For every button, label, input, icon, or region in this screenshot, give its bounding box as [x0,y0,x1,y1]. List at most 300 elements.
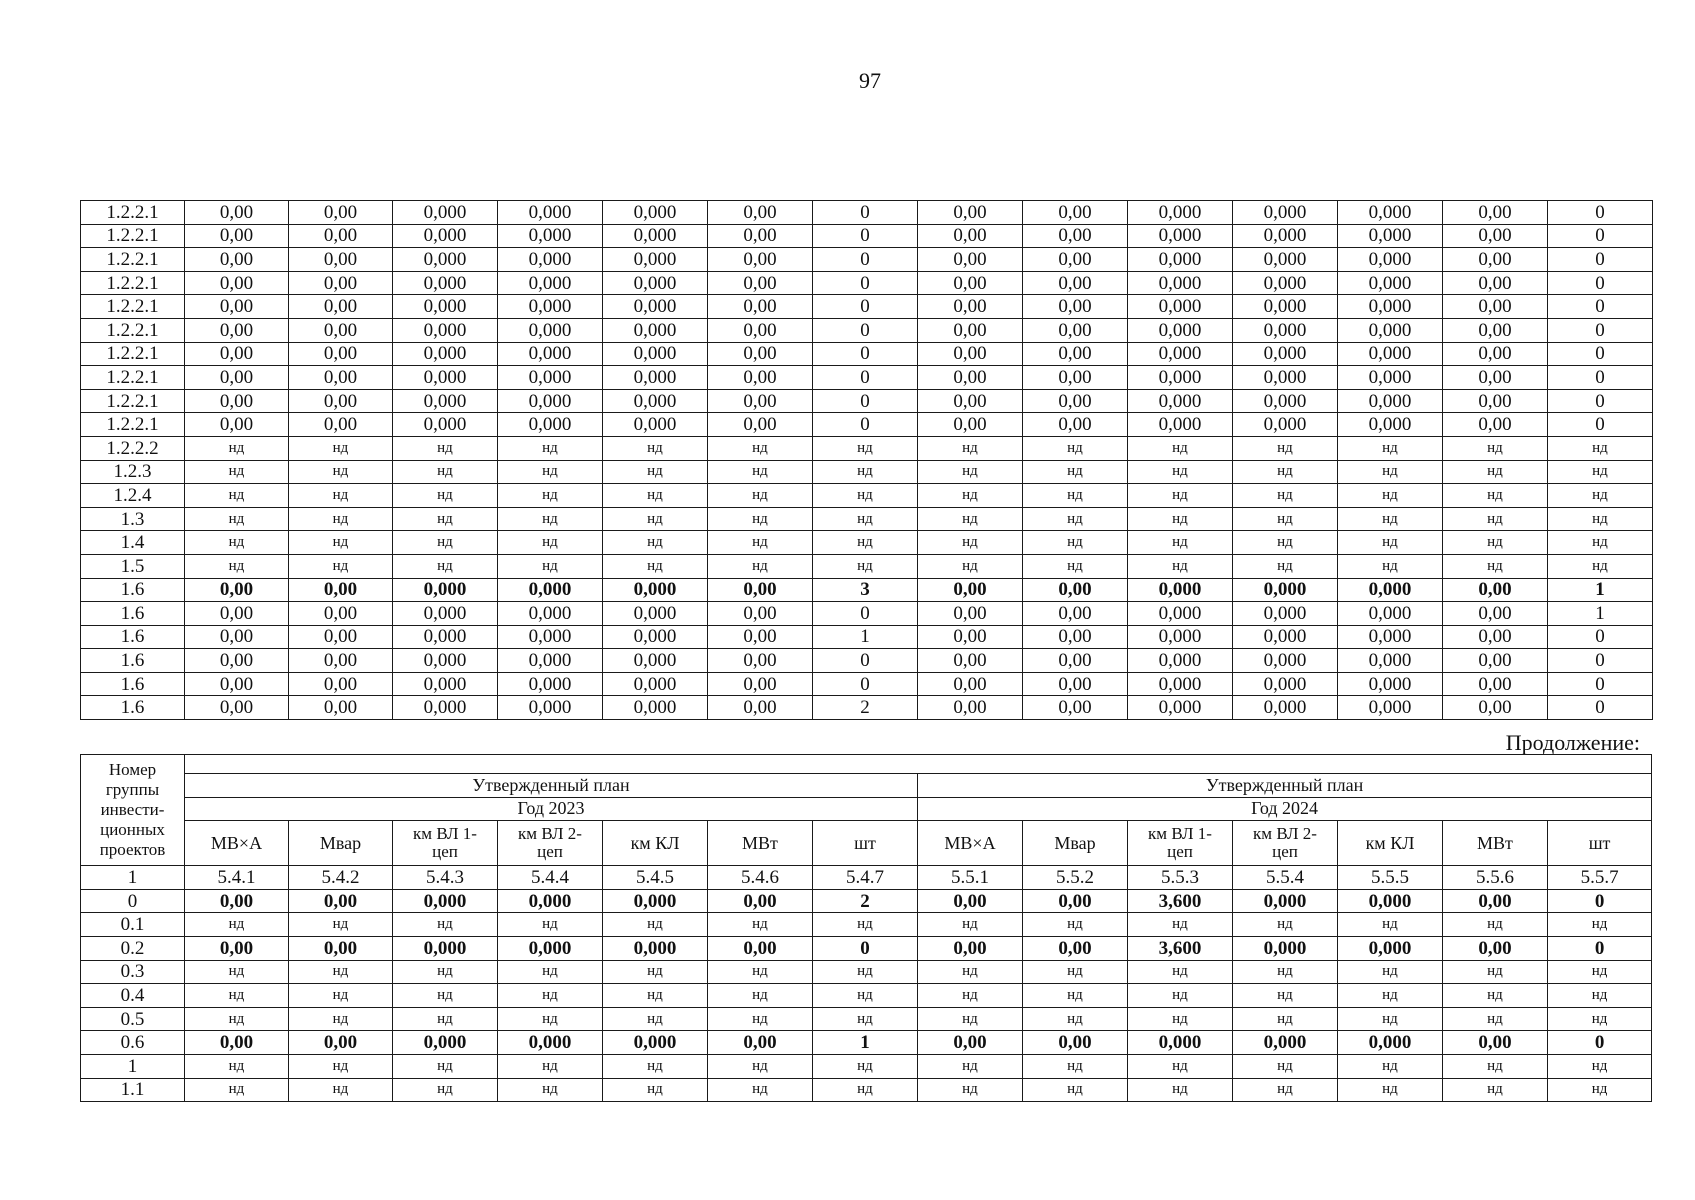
row-group-id: 1.2.2.1 [81,366,185,390]
table-cell: 0 [1548,936,1652,960]
table-cell: нд [603,460,708,484]
table-cell: 0,000 [1233,602,1338,626]
table-cell: 0 [1548,672,1653,696]
table-cell: нд [1128,984,1233,1008]
table-cell: нд [708,484,813,508]
table-cell: нд [289,460,393,484]
table-cell: 0,000 [603,224,708,248]
table-cell: 0,000 [1128,578,1233,602]
table-cell: нд [1023,507,1128,531]
table-cell: 0,00 [289,366,393,390]
table-cell: 0,000 [393,366,498,390]
table-cell: 0,00 [289,389,393,413]
table-cell: 0,00 [289,936,393,960]
table-cell: 0,00 [1023,578,1128,602]
table-cell: 0,00 [1023,201,1128,225]
table-cell: 3,600 [1128,889,1233,913]
table-cell: 0 [1548,625,1653,649]
row-group-id: 1.2.2.1 [81,413,185,437]
table-cell: 0,000 [603,602,708,626]
table-cell: 0,000 [498,389,603,413]
table-cell: нд [1023,913,1128,937]
table-cell: нд [918,507,1023,531]
table-cell: нд [1443,436,1548,460]
table-cell: нд [1443,1007,1548,1031]
table-cell: 0,000 [603,413,708,437]
table-cell: 1 [1548,602,1653,626]
column-code: 5.4.3 [393,866,498,890]
year-header-2024: Год 2024 [918,797,1652,821]
table-cell: 0,00 [918,696,1023,720]
table-cell: нд [1443,960,1548,984]
table-cell: 0,000 [393,295,498,319]
table-cell: 0,00 [708,295,813,319]
table-cell: нд [1023,960,1128,984]
table-cell: 1 [813,1031,918,1055]
table-cell: 0,000 [1128,318,1233,342]
table-cell: нд [393,554,498,578]
table-cell: нд [1338,913,1443,937]
table-cell: 0,00 [185,271,289,295]
table-cell: 0,00 [1443,413,1548,437]
table-cell: 0,000 [1233,342,1338,366]
table-cell: 0,00 [289,625,393,649]
table-cell: нд [1548,913,1652,937]
table-cell: нд [813,1054,918,1078]
table-cell: 0,00 [185,696,289,720]
table-cell: 0,000 [1233,1031,1338,1055]
table-cell: нд [1338,960,1443,984]
table-cell: нд [289,436,393,460]
table-cell: нд [813,913,918,937]
table-cell: нд [918,984,1023,1008]
table-cell: 0,000 [1233,696,1338,720]
table-cell: 0,00 [1023,413,1128,437]
table-cell: 0,00 [708,248,813,272]
table-cell: 0,00 [289,271,393,295]
table-cell: 0,000 [1338,413,1443,437]
table-cell: 0,000 [498,649,603,673]
table-cell: 0,000 [1338,578,1443,602]
table-row [81,602,1653,626]
table-cell: нд [1023,531,1128,555]
table-cell: нд [1233,960,1338,984]
table-cell: нд [1338,554,1443,578]
row-group-id: 1.2.2.1 [81,389,185,413]
table-cell: 0,00 [708,672,813,696]
table-cell: нд [289,1078,393,1102]
table-cell: нд [498,507,603,531]
table-cell: нд [813,1007,918,1031]
table-cell: 0,00 [708,602,813,626]
table-cell: 0,00 [185,1031,289,1055]
table-cell: нд [918,913,1023,937]
table-cell: 0,00 [1443,1031,1548,1055]
table-row [81,413,1653,437]
table-cell: 0 [1548,271,1653,295]
table-cell: 0 [1548,413,1653,437]
table-cell: нд [918,1078,1023,1102]
row-group-id: 1.2.2.1 [81,248,185,272]
table-cell: нд [603,913,708,937]
table-cell: 0,00 [1443,271,1548,295]
table-cell: 0,00 [1023,318,1128,342]
table-cell: нд [1443,1078,1548,1102]
table-cell: 0,00 [918,936,1023,960]
table-cell: 0,00 [708,342,813,366]
table-cell: 0,000 [393,342,498,366]
table-cell: 0,000 [393,672,498,696]
table-cell: нд [1443,1054,1548,1078]
table-cell: 0,00 [708,649,813,673]
table-row [81,913,1652,937]
row-group-id: 1 [81,866,185,890]
table-cell: 0 [1548,201,1653,225]
table-cell: 0,000 [1128,602,1233,626]
unit-header: Мвар [1023,821,1128,866]
table-cell: 0,000 [393,1031,498,1055]
table-cell: нд [185,1078,289,1102]
table-cell: 0,00 [289,672,393,696]
table-cell: 0,00 [289,578,393,602]
table-cell: 0,00 [918,602,1023,626]
table-cell: нд [1548,460,1653,484]
table-cell: нд [1443,507,1548,531]
column-code: 5.5.1 [918,866,1023,890]
table-cell: 0,000 [498,889,603,913]
table-cell: нд [289,960,393,984]
table-cell: нд [603,984,708,1008]
row-group-id: 0.1 [81,913,185,937]
row-group-id: 1.2.2.1 [81,295,185,319]
table-cell: нд [393,1007,498,1031]
table-row [81,625,1653,649]
table-cell: нд [918,554,1023,578]
table-cell: 0 [1548,248,1653,272]
table-cell: 0,00 [185,295,289,319]
table-cell: 0,00 [1443,602,1548,626]
table-cell: 0,00 [708,696,813,720]
table-cell: 0,000 [1128,625,1233,649]
table-cell: нд [1338,507,1443,531]
table-cell: 0 [813,649,918,673]
table-cell: нд [1338,531,1443,555]
table-cell: нд [185,484,289,508]
table-cell: 0,000 [603,366,708,390]
table-cell: 0 [813,295,918,319]
table-cell: 0,000 [1233,413,1338,437]
table-cell: 0,00 [289,248,393,272]
table-cell: нд [708,1007,813,1031]
table-cell: 0,000 [498,342,603,366]
table-cell: 0,000 [1233,318,1338,342]
table-cell: 0,00 [289,295,393,319]
table-cell: 0,000 [498,248,603,272]
table-cell: нд [603,436,708,460]
table-cell: нд [708,554,813,578]
table-cell: нд [918,436,1023,460]
table-cell: нд [918,1054,1023,1078]
table-cell: 0,00 [708,366,813,390]
table-cell: нд [813,554,918,578]
table-cell: нд [918,1007,1023,1031]
table-cell: 0,000 [603,318,708,342]
table-cell: нд [185,531,289,555]
table-row [81,531,1653,555]
table-cell: 0,000 [1338,248,1443,272]
table-cell: 0,000 [1128,342,1233,366]
table-cell: 0 [1548,389,1653,413]
table-cell: 0,00 [1023,271,1128,295]
table-cell: нд [289,913,393,937]
table-cell: нд [1233,460,1338,484]
table-cell: 0,000 [498,271,603,295]
table-cell: 0,000 [1233,224,1338,248]
row-group-id: 1.2.4 [81,484,185,508]
table-cell: нд [918,484,1023,508]
table-cell: 0,000 [1128,201,1233,225]
table-cell: нд [185,960,289,984]
table-cell: нд [498,484,603,508]
table-cell: 0,000 [1233,936,1338,960]
table-cell: 0,000 [603,271,708,295]
unit-header: км ВЛ 2-цеп [1233,821,1338,866]
table-cell: нд [1338,1054,1443,1078]
table-row [81,342,1653,366]
row-group-id: 1.6 [81,696,185,720]
table-cell: 0,00 [708,413,813,437]
table-cell: нд [1023,984,1128,1008]
table-cell: нд [393,460,498,484]
table-cell: 0,000 [1338,602,1443,626]
table-cell: нд [393,1054,498,1078]
table-cell: нд [1548,436,1653,460]
table-cell: 0,000 [1233,201,1338,225]
row-group-id: 1.6 [81,649,185,673]
table-cell: 0,00 [185,389,289,413]
table-cell: 1 [1548,578,1653,602]
table-cell: 0,000 [1338,366,1443,390]
table-cell: 0,00 [1443,318,1548,342]
table-cell: 0,00 [1443,936,1548,960]
table-cell: нд [289,1054,393,1078]
table-cell: нд [393,507,498,531]
table-row [81,389,1653,413]
table-cell: 0,00 [289,318,393,342]
table-cell: 0,00 [918,366,1023,390]
table-cell: 0,00 [918,201,1023,225]
table-cell: 0,000 [603,936,708,960]
table-cell: 0,00 [1023,1031,1128,1055]
table-cell: нд [1338,460,1443,484]
unit-header: МВ×А [185,821,289,866]
table-cell: нд [1548,1078,1652,1102]
table-cell: 0,00 [1023,625,1128,649]
table-cell: 0 [813,248,918,272]
table-cell: 0,00 [918,389,1023,413]
table-cell: 0,000 [603,389,708,413]
table-cell: нд [813,484,918,508]
table-cell: нд [708,984,813,1008]
table-cell: нд [393,960,498,984]
table-cell: нд [1338,984,1443,1008]
table-cell: 0,00 [918,224,1023,248]
table-cell: 0,00 [1443,625,1548,649]
table-cell: 0,000 [393,389,498,413]
table-row [81,224,1653,248]
table-cell: нд [1338,436,1443,460]
table-cell: 0,000 [393,413,498,437]
table-cell: 0,00 [1023,295,1128,319]
table-cell: нд [1023,460,1128,484]
table-cell: 0,000 [1338,696,1443,720]
row-group-id: 0.5 [81,1007,185,1031]
table-cell: 0 [1548,649,1653,673]
column-code: 5.4.6 [708,866,813,890]
table-cell: нд [1128,1054,1233,1078]
table-cell: 0,000 [498,672,603,696]
table-cell: нд [603,1054,708,1078]
row-group-id: 1.5 [81,554,185,578]
unit-header: Мвар [289,821,393,866]
table-cell: 0,00 [708,224,813,248]
table-cell: нд [1233,531,1338,555]
table-cell: нд [185,1054,289,1078]
table-cell: 0,00 [1023,889,1128,913]
table-cell: 0,000 [393,201,498,225]
table-cell: нд [1128,484,1233,508]
table-row [81,507,1653,531]
row-group-id: 1.4 [81,531,185,555]
column-code: 5.5.2 [1023,866,1128,890]
table-cell: нд [813,531,918,555]
table-cell: нд [289,984,393,1008]
table-cell: нд [498,960,603,984]
table-cell: нд [603,554,708,578]
table-cell: нд [393,484,498,508]
table-cell: нд [813,984,918,1008]
table-cell: нд [1548,507,1653,531]
table-cell: 0 [813,366,918,390]
column-code-row [81,866,1652,890]
table-cell: 0,000 [603,578,708,602]
table-cell: нд [498,436,603,460]
table-cell: 0,000 [603,696,708,720]
table-cell: 0 [813,672,918,696]
table-cell: 0,000 [603,889,708,913]
table-cell: 0 [813,413,918,437]
table-cell: 0,00 [1443,649,1548,673]
table-cell: 0,000 [1233,295,1338,319]
table-cell: 0,000 [393,602,498,626]
row-group-id: 1.2.3 [81,460,185,484]
table-cell: нд [185,436,289,460]
table-cell: 0 [813,271,918,295]
row-group-id: 1.1 [81,1078,185,1102]
table-cell: нд [498,1007,603,1031]
table-cell: 0,000 [498,1031,603,1055]
table-cell: нд [1233,913,1338,937]
table-cell: 0,00 [1443,672,1548,696]
table-cell: 0,00 [1023,224,1128,248]
table-cell: нд [603,531,708,555]
table-cell: 0,00 [1443,201,1548,225]
table-cell: 0,000 [498,366,603,390]
table-cell: 0,000 [1128,366,1233,390]
plan-header-2023: Утвержденный план [185,774,918,798]
table-cell: нд [1128,531,1233,555]
table-cell: нд [813,1078,918,1102]
table-cell: нд [393,913,498,937]
row-group-id: 0.6 [81,1031,185,1055]
table-cell: нд [498,1054,603,1078]
table-cell: нд [1443,531,1548,555]
table-cell: 0 [1548,342,1653,366]
table-cell: 0,000 [1233,649,1338,673]
table-cell: 0,000 [1233,366,1338,390]
table-cell: нд [1128,913,1233,937]
table-cell: 0 [813,318,918,342]
table-cell: 0,000 [1338,672,1443,696]
table-cell: 0,00 [918,342,1023,366]
group-number-header: Номер группы инвести-ционных проектов [81,755,185,866]
table-cell: 0,000 [1233,578,1338,602]
table-cell: 0,00 [708,389,813,413]
table-cell: нд [498,984,603,1008]
table-row [81,984,1652,1008]
table-cell: нд [1128,507,1233,531]
table-cell: нд [185,913,289,937]
table-cell: нд [498,554,603,578]
table-cell: 0,000 [1338,271,1443,295]
table-cell: нд [185,554,289,578]
table-cell: 0,000 [1128,271,1233,295]
table-cell: 0,00 [708,318,813,342]
row-group-id: 0.3 [81,960,185,984]
table-cell: нд [1128,1007,1233,1031]
unit-header: шт [813,821,918,866]
table-cell: нд [603,507,708,531]
table-cell: 0,00 [185,649,289,673]
column-code: 5.5.5 [1338,866,1443,890]
table-cell: нд [1233,484,1338,508]
page-number: 97 [859,68,881,93]
table-cell: нд [1548,484,1653,508]
table-cell: 0,00 [918,889,1023,913]
table-cell: нд [393,531,498,555]
table-cell: нд [1443,984,1548,1008]
table-cell: 0 [1548,224,1653,248]
table-cell: 0,000 [1338,889,1443,913]
table-cell: 0,000 [1128,295,1233,319]
table-cell: нд [813,960,918,984]
table-cell: нд [393,1078,498,1102]
table-cell: нд [1233,984,1338,1008]
table-cell: 0,00 [1023,342,1128,366]
table-cell: 0,00 [185,224,289,248]
table-cell: 2 [813,889,918,913]
table-cell: 0,000 [498,413,603,437]
table-cell: 0,000 [1128,672,1233,696]
table-cell: нд [1548,1054,1652,1078]
table-cell: 0,000 [1128,1031,1233,1055]
row-group-id: 1.6 [81,578,185,602]
table-cell: 0,000 [1338,625,1443,649]
table-cell: 0,000 [603,295,708,319]
unit-header: МВ×А [918,821,1023,866]
table-cell: 0 [813,224,918,248]
table-cell: 0,00 [708,889,813,913]
